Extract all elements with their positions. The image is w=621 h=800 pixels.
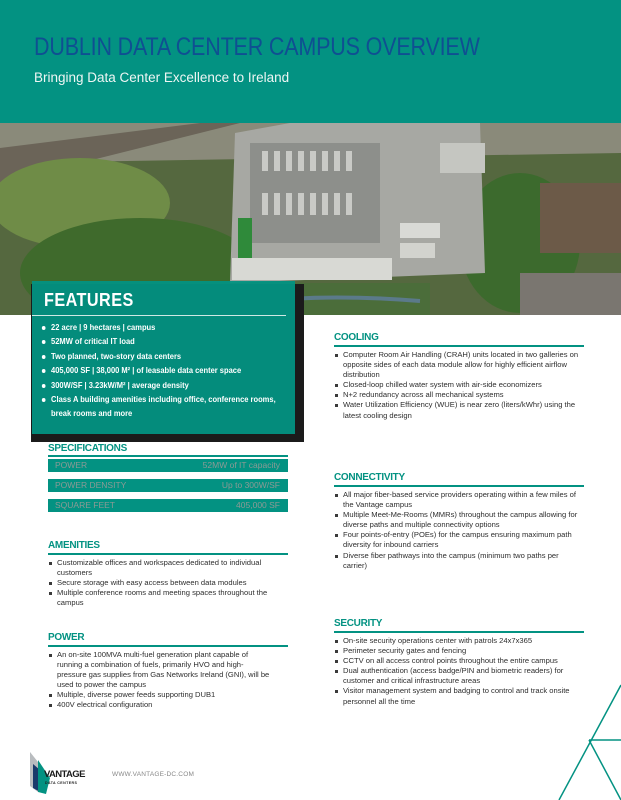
cooling-item: N+2 redundancy across all mechanical systems (334, 390, 584, 400)
features-list (40, 321, 296, 422)
security-item: CCTV on all access control points throughout the entire campus (334, 656, 584, 666)
decorative-lines (540, 640, 621, 800)
amenities-item: Multiple conference rooms and meeting spaces throughout the campus (48, 588, 283, 608)
header-banner (0, 0, 621, 123)
cooling-heading: COOLING (334, 332, 379, 343)
connectivity-list (334, 490, 579, 571)
spec-value: 405,000 SF (236, 500, 280, 510)
security-item: On-site security operations center with patrols 24x7x365 (334, 636, 584, 646)
amenities-heading: AMENITIES (48, 540, 100, 551)
features-item: Two planned, two-story data centers (40, 350, 276, 364)
features-item: 300W/SF | 3.23kW/M² | average density (40, 379, 276, 393)
spec-value: 52MW of IT capacity (202, 460, 280, 470)
security-item: Perimeter security gates and fencing (334, 646, 584, 656)
amenities-list (48, 558, 283, 608)
spec-row-power-density (48, 479, 288, 492)
power-item: 400V electrical configuration (48, 700, 273, 710)
page-subtitle: Bringing Data Center Excellence to Ireland (34, 70, 290, 85)
spec-row-square-feet (48, 499, 288, 512)
power-list (48, 650, 273, 711)
specifications-divider (48, 455, 288, 457)
power-divider (48, 645, 288, 647)
connectivity-item: Diverse fiber pathways into the campus (minimum two paths per carrier) (334, 551, 579, 571)
power-heading: POWER (48, 632, 85, 643)
power-item: An on-site 100MVA multi-fuel generation plant capable of running a combination of fuels, primarily HVO and high-pressure gas supplies from Gas Networks Ireland (GNI), will be used to power the campus (48, 650, 273, 690)
website-link[interactable]: WWW.VANTAGE-DC.COM (112, 771, 195, 778)
logo-subtitle: DATA CENTERS (45, 781, 78, 785)
connectivity-item: Multiple Meet-Me-Rooms (MMRs) throughout the campus allowing for diverse paths and multiple connectivity options (334, 510, 579, 530)
spec-label: POWER (55, 460, 88, 470)
features-item: 22 acre | 9 hectares | campus (40, 321, 276, 335)
specifications-heading: SPECIFICATIONS (48, 443, 127, 454)
amenities-item: Secure storage with easy access between data modules (48, 578, 283, 588)
spec-label: SQUARE FEET (55, 500, 115, 510)
features-item: 405,000 SF | 38,000 M² | of leasable data center space (40, 364, 276, 378)
cooling-item: Closed-loop chilled water system with air-side economizers (334, 380, 584, 390)
logo-wordmark: VANTAGE (44, 769, 85, 780)
spec-label: POWER DENSITY (55, 480, 127, 490)
security-item: Dual authentication (access badge/PIN and biometric readers) for customer and critical infrastructure areas (334, 666, 584, 686)
security-item: Visitor management system and badging to control and track onsite personnel all the time (334, 686, 584, 706)
connectivity-item: All major fiber-based service providers operating within a few miles of the Vantage campus (334, 490, 579, 510)
features-item: Class A building amenities including office, conference rooms, (40, 393, 276, 407)
amenities-item: Customizable offices and workspaces dedicated to individual customers (48, 558, 283, 578)
features-box (32, 281, 295, 434)
connectivity-item: Four points-of-entry (POEs) for the campus ensuring maximum path diversity for inbound carriers (334, 530, 579, 550)
cooling-item: Computer Room Air Handling (CRAH) units located in two galleries on opposite sides of each data module allow for highly efficient airflow distribution (334, 350, 584, 380)
features-item: 52MW of critical IT load (40, 335, 276, 349)
spec-value: Up to 300W/SF (221, 480, 280, 490)
features-item-continuation: break rooms and more (51, 409, 133, 419)
cooling-item: Water Utilization Efficiency (WUE) is near zero (liters/kWhr) using the latest cooling design (334, 400, 584, 420)
page-title: DUBLIN DATA CENTER CAMPUS OVERVIEW (34, 33, 480, 61)
amenities-divider (48, 553, 288, 555)
power-item: Multiple, diverse power feeds supporting DUB1 (48, 690, 273, 700)
vantage-logo (28, 752, 88, 794)
cooling-list (334, 350, 584, 421)
security-heading: SECURITY (334, 618, 383, 629)
connectivity-divider (334, 485, 584, 487)
features-divider (32, 315, 286, 316)
specifications-table (48, 459, 288, 519)
cooling-divider (334, 345, 584, 347)
features-heading: FEATURES (44, 290, 134, 310)
security-divider (334, 631, 584, 633)
connectivity-heading: CONNECTIVITY (334, 472, 405, 483)
spec-row-power (48, 459, 288, 472)
